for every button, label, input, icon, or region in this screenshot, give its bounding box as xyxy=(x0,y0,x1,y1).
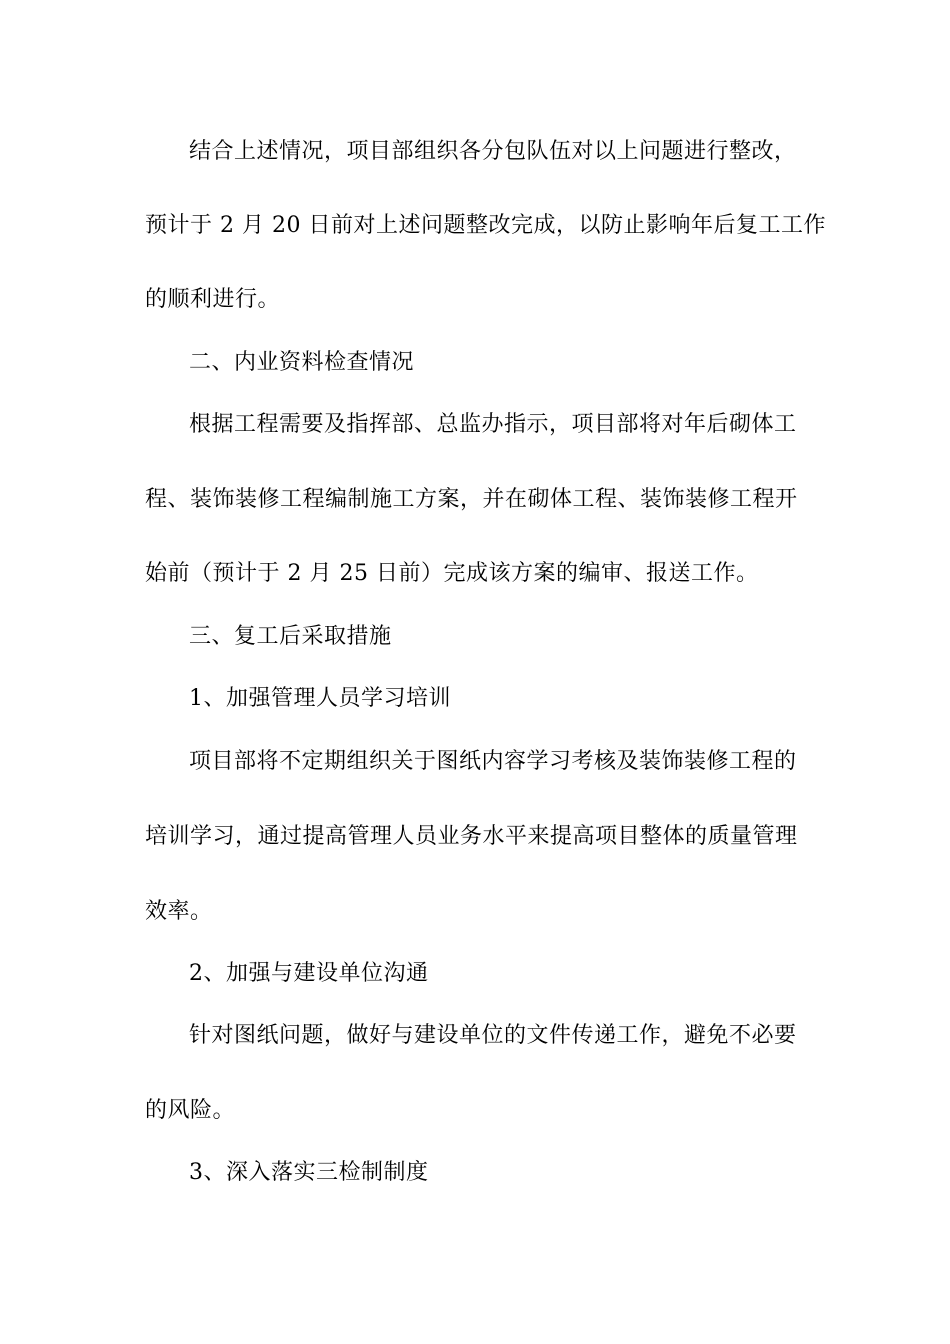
paragraph-4-line-2: 的风险。 xyxy=(145,1098,236,1123)
paragraph-3-line-3: 效率。 xyxy=(145,899,213,924)
paragraph-1-line-2: 预计于 2 月 20 日前对上述问题整改完成，以防止影响年后复工工作 xyxy=(145,213,826,238)
paragraph-3-line-1: 项目部将不定期组织关于图纸内容学习考核及装饰装修工程的 xyxy=(189,749,797,774)
paragraph-2-line-1: 根据工程需要及指挥部、总监办指示，项目部将对年后砌体工 xyxy=(189,412,797,437)
paragraph-4-line-1: 针对图纸问题，做好与建设单位的文件传递工作，避免不必要 xyxy=(189,1023,797,1048)
paragraph-3-line-2: 培训学习，通过提高管理人员业务水平来提高项目整体的质量管理 xyxy=(145,824,798,849)
heading-section-2: 二、内业资料检查情况 xyxy=(189,350,415,375)
heading-section-3: 三、复工后采取措施 xyxy=(189,624,392,649)
paragraph-1-line-3: 的顺利进行。 xyxy=(145,287,281,312)
subheading-3: 3、深入落实三检制制度 xyxy=(189,1160,429,1185)
subheading-2: 2、加强与建设单位沟通 xyxy=(189,961,429,986)
paragraph-2-line-3: 始前（预计于 2 月 25 日前）完成该方案的编审、报送工作。 xyxy=(145,561,759,586)
paragraph-2-line-2: 程、装饰装修工程编制施工方案，并在砌体工程、装饰装修工程开 xyxy=(145,487,798,512)
subheading-1: 1、加强管理人员学习培训 xyxy=(189,686,451,711)
paragraph-1-line-1: 结合上述情况，项目部组织各分包队伍对以上问题进行整改， xyxy=(189,139,797,164)
